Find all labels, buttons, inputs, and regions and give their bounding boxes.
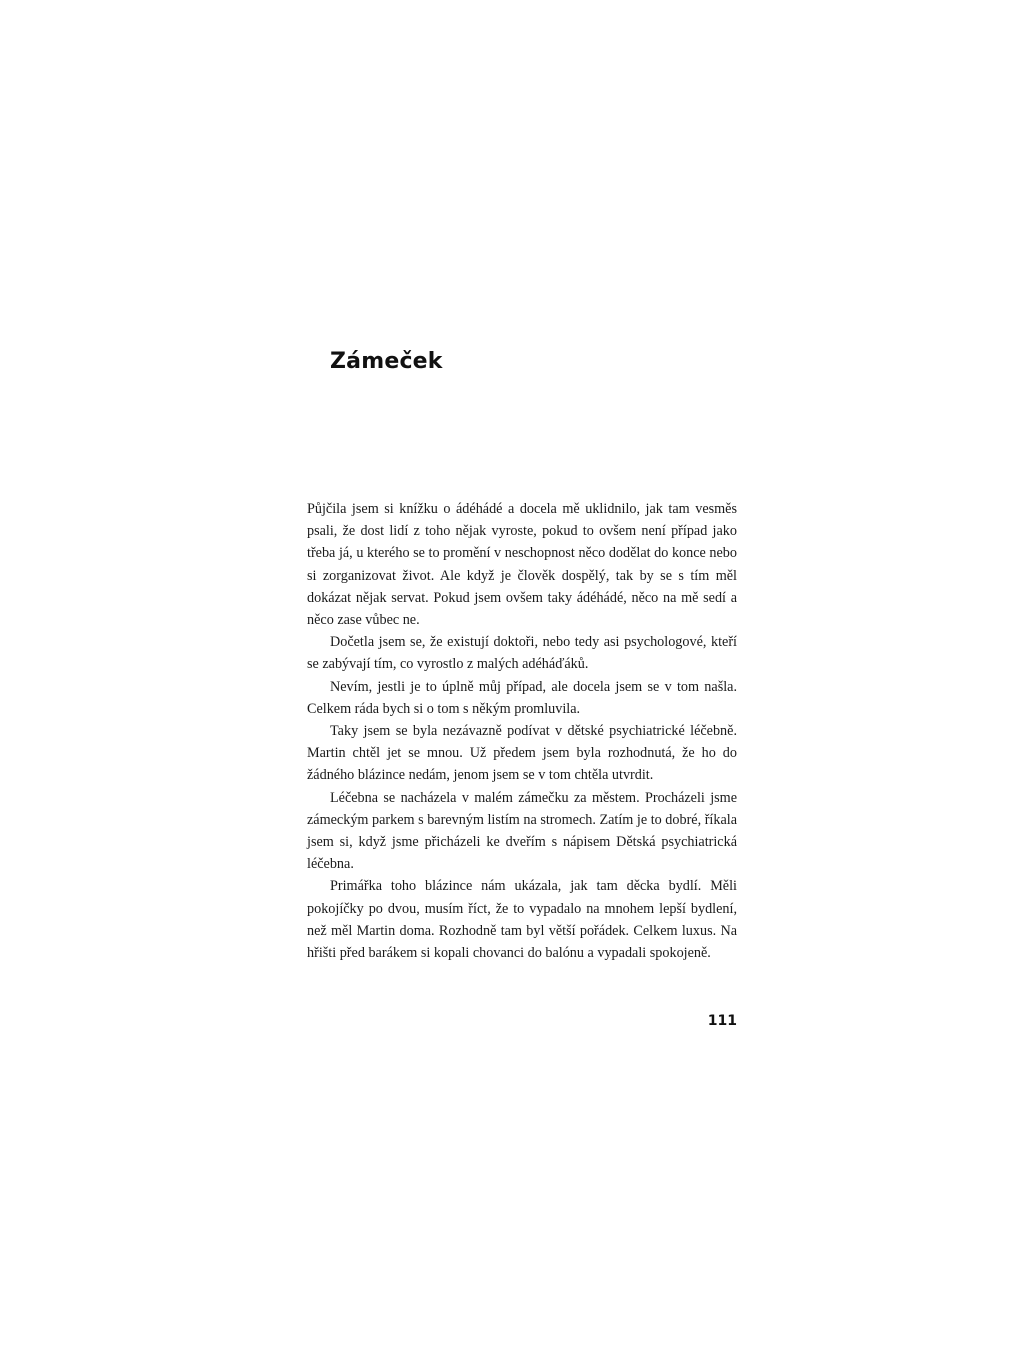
body-text <box>307 498 737 964</box>
paragraph: Taky jsem se byla nezávazně podívat v dětské psychiatrické léčebně. Martin chtěl jet se mnou. Už předem jsem byla rozhodnutá, že ho do žádného blázince nedám, jenom jsem se v tom chtěla utvrdit. <box>307 723 737 784</box>
paragraph: Léčebna se nacházela v malém zámečku za městem. Procházeli jsme zámeckým parkem s barevným listím na stromech. Zatím je to dobré, říkala jsem si, když jsme přicházeli ke dveřím s nápisem Dětská psychiatrická léčebna. <box>307 789 737 873</box>
paragraph: Dočetla jsem se, že existují doktoři, nebo tedy asi psychologové, kteří se zabývají tím, co vyrostlo z malých adéháďáků. <box>307 634 737 673</box>
page-number: 111 <box>707 1013 737 1029</box>
chapter-title: Zámeček <box>330 349 443 374</box>
paragraph: Primářka toho blázince nám ukázala, jak tam děcka bydlí. Měli pokojíčky po dvou, musím říct, že to vypadalo na mnohem lepší bydlení, než měl Martin doma. Rozhodně tam byl větší pořádek. Celkem luxus. Na hřišti před barákem si kopali chovanci do balónu a vypadali spokojeně. <box>307 878 737 962</box>
paragraph: Nevím, jestli je to úplně můj případ, ale docela jsem se v tom našla. Celkem ráda bych si o tom s někým promluvila. <box>307 678 737 717</box>
paragraph: Půjčila jsem si knížku o ádéhádé a docela mě uklidnilo, jak tam vesměs psali, že dost lidí z toho nějak vyroste, pokud to ovšem není případ jako třeba já, u kterého se to promění v neschopnost něco dodělat do konce nebo si zorganizovat život. Ale když je člověk dospělý, tak by se s tím měl dokázat nějak servat. Pokud jsem ovšem taky ádéhádé, něco na mě sedí a něco zase vůbec ne. <box>307 501 737 629</box>
